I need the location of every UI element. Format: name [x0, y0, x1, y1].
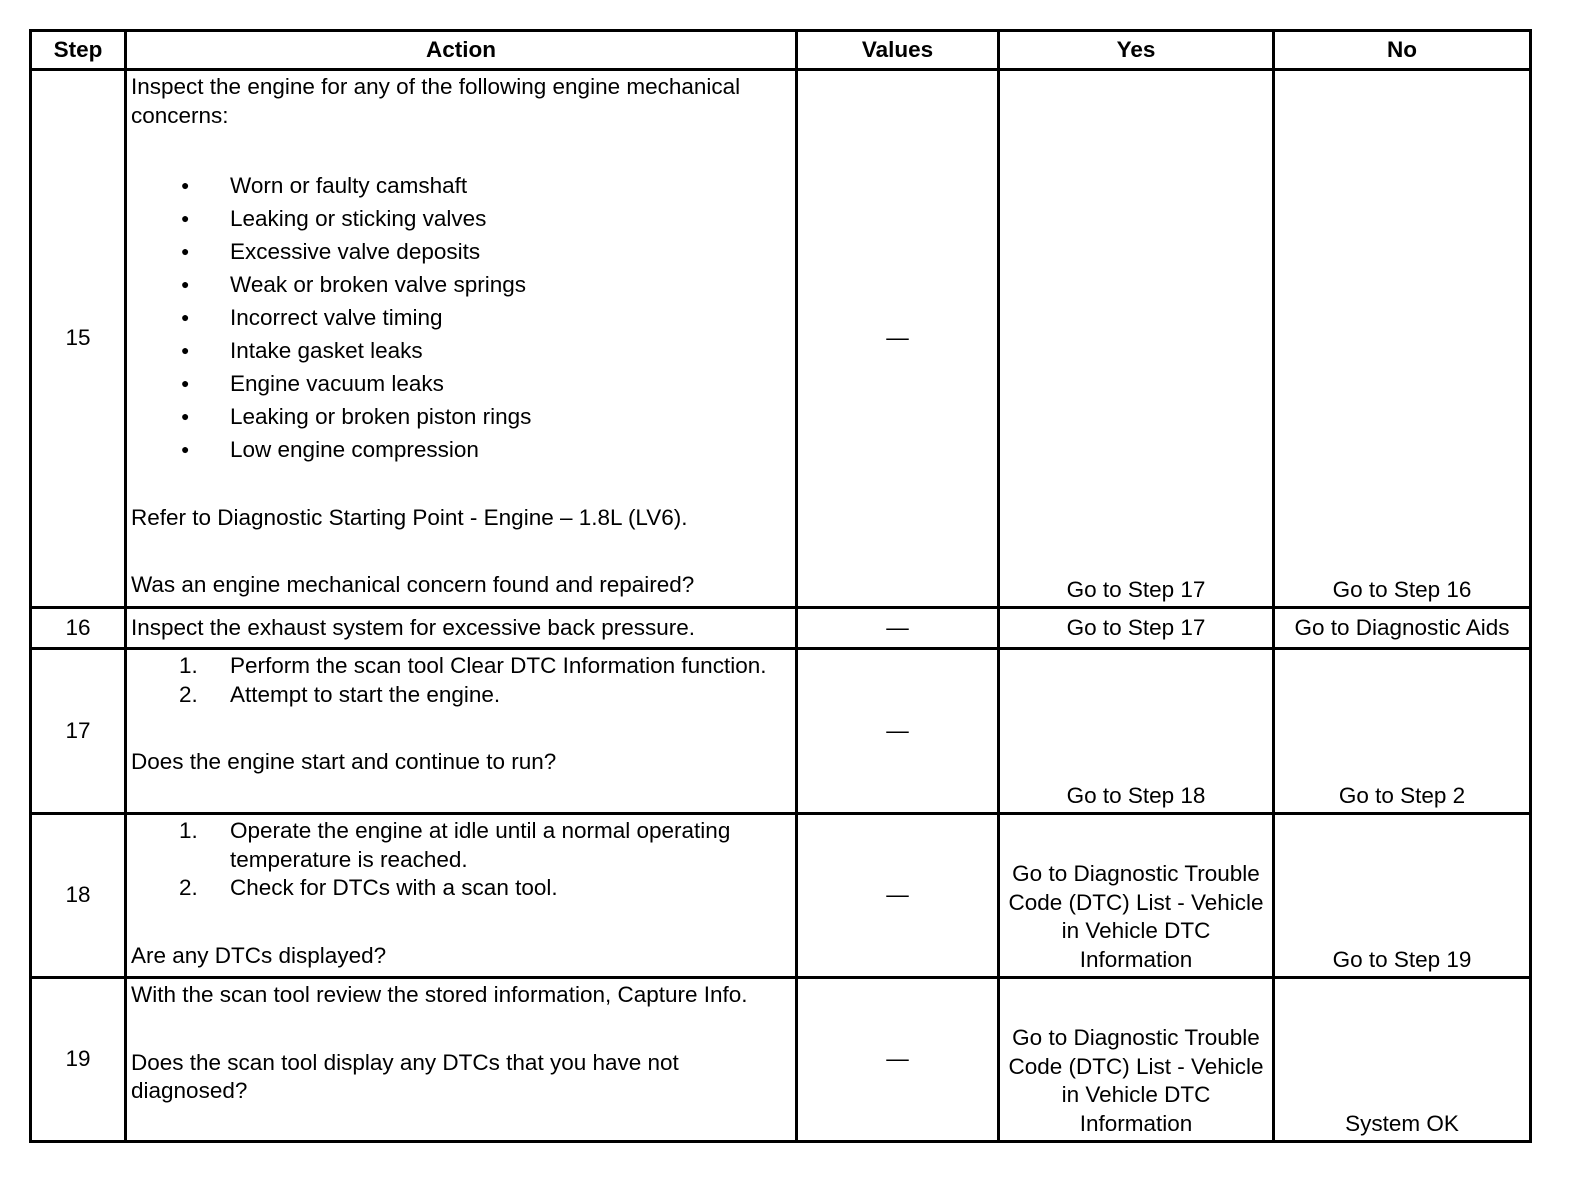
header-values: Values — [797, 31, 999, 70]
action-cell — [126, 649, 797, 814]
yes-cell: Go to Step 18 — [999, 649, 1274, 814]
action-question: Are any DTCs displayed? — [131, 942, 387, 968]
header-action: Action — [126, 31, 797, 70]
list-item: ● Leaking or broken piston rings — [131, 400, 791, 433]
no-cell: Go to Step 2 — [1274, 649, 1531, 814]
concern-list — [131, 169, 791, 466]
action-question: Does the engine start and continue to run? — [131, 749, 557, 774]
list-item: ● Leaking or sticking valves — [131, 202, 791, 235]
action-question: Was an engine mechanical concern found and repaired? — [131, 571, 695, 597]
values-cell: — — [797, 70, 999, 608]
step-number: 19 — [31, 978, 126, 1142]
no-cell: Go to Diagnostic Aids — [1274, 608, 1531, 649]
refer-text: Refer to Diagnostic Starting Point - Engine – 1.8L (LV6). — [131, 505, 688, 530]
values-cell: — — [797, 978, 999, 1142]
table-row — [31, 608, 1531, 649]
action-cell — [126, 70, 797, 608]
values-cell: — — [797, 608, 999, 649]
list-item: 2. Attempt to start the engine. — [179, 681, 501, 707]
yes-cell: Go to Diagnostic Trouble Code (DTC) List - Vehicle in Vehicle DTC Information — [999, 978, 1274, 1142]
list-item: ● Engine vacuum leaks — [131, 367, 791, 400]
list-item: ● Excessive valve deposits — [131, 235, 791, 268]
no-cell: Go to Step 16 — [1274, 70, 1531, 608]
header-row — [31, 31, 1531, 70]
table-row — [31, 814, 1531, 978]
list-item: ● Low engine compression — [131, 433, 791, 466]
list-item: ● Worn or faulty camshaft — [131, 169, 791, 202]
header-yes: Yes — [999, 31, 1274, 70]
values-cell: — — [797, 814, 999, 978]
action-question: Does the scan tool display any DTCs that you have not diagnosed? — [131, 1049, 679, 1103]
list-item: 2. Check for DTCs with a scan tool. — [179, 875, 558, 900]
table-row — [31, 649, 1531, 814]
list-item: 1. Operate the engine at idle until a normal operating temperature is reached. — [179, 818, 731, 872]
step-number: 16 — [31, 608, 126, 649]
list-item: ● Incorrect valve timing — [131, 301, 791, 334]
procedure-list — [131, 652, 791, 709]
action-intro: With the scan tool review the stored information, Capture Info. — [131, 982, 748, 1007]
action-cell — [126, 978, 797, 1142]
header-no: No — [1274, 31, 1531, 70]
step-number: 17 — [31, 649, 126, 814]
action-cell — [126, 814, 797, 978]
no-cell: System OK — [1274, 978, 1531, 1142]
list-item: 1. Perform the scan tool Clear DTC Information function. — [179, 653, 767, 678]
yes-cell: Go to Step 17 — [999, 608, 1274, 649]
diagnostic-table — [29, 29, 1532, 1143]
table-row — [31, 978, 1531, 1142]
step-number: 15 — [31, 70, 126, 608]
list-item: ● Weak or broken valve springs — [131, 268, 791, 301]
yes-cell: Go to Step 17 — [999, 70, 1274, 608]
list-item: ● Intake gasket leaks — [131, 334, 791, 367]
table-row — [31, 70, 1531, 608]
header-step: Step — [31, 31, 126, 70]
action-cell: Inspect the exhaust system for excessive back pressure. — [126, 608, 797, 649]
values-cell: — — [797, 649, 999, 814]
action-intro: Inspect the engine for any of the following engine mechanical concerns: — [131, 74, 741, 128]
step-number: 18 — [31, 814, 126, 978]
yes-cell: Go to Diagnostic Trouble Code (DTC) List - Vehicle in Vehicle DTC Information — [999, 814, 1274, 978]
procedure-list — [131, 817, 791, 903]
no-cell: Go to Step 19 — [1274, 814, 1531, 978]
